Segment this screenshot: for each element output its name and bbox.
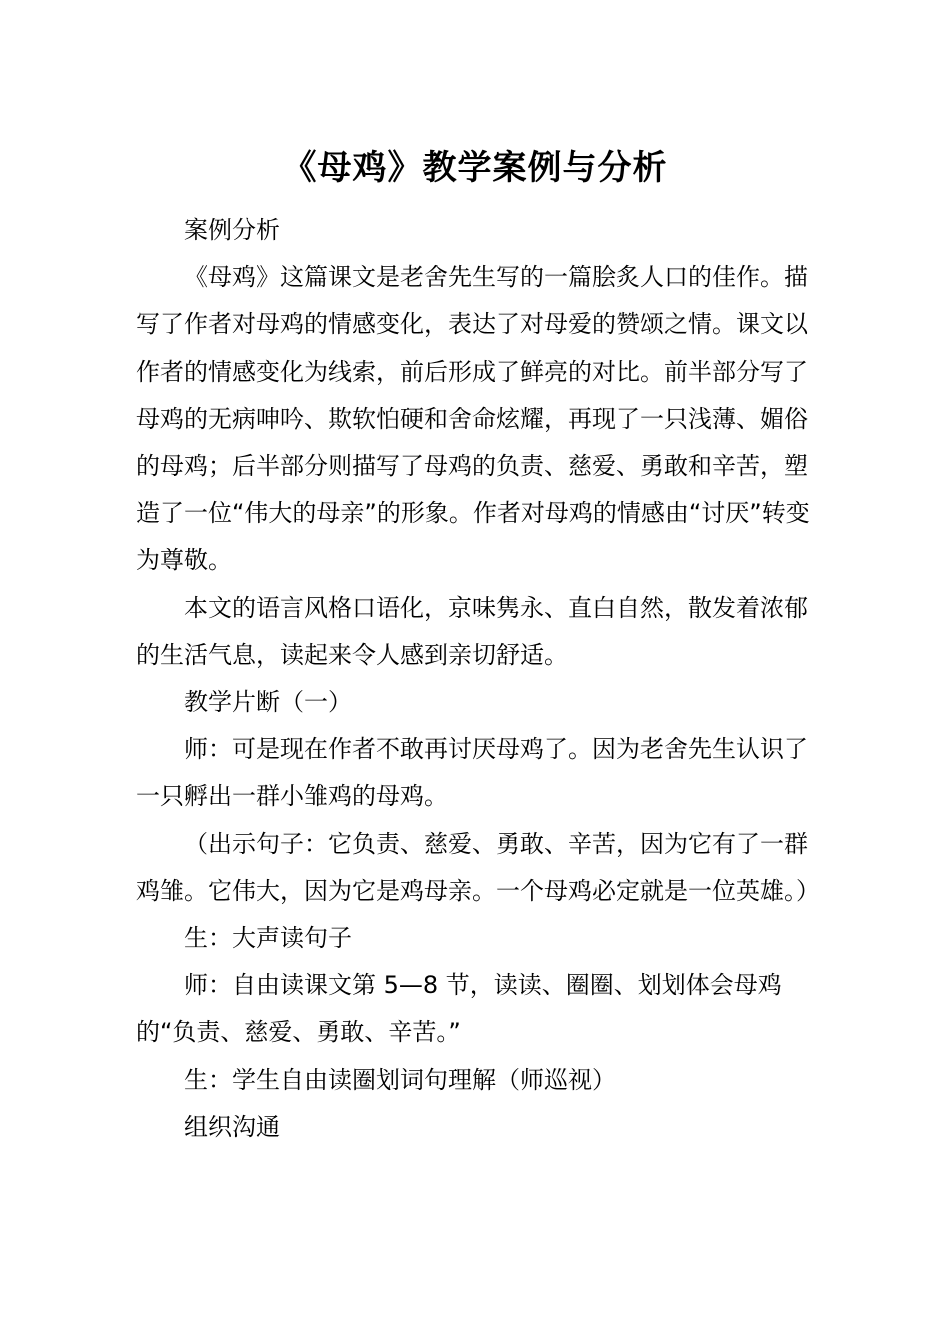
document-body bbox=[136, 207, 820, 1151]
paragraph-student-read-aloud: 生：大声读句子 bbox=[184, 924, 352, 953]
paragraph-sentence-display: （出示句子：它负责、慈爱、勇敢、辛苦，因为它有了一群鸡雏。它伟大，因为它是鸡母亲。一个母鸡必定就是一位英雄。） bbox=[136, 829, 820, 905]
document-title: 《母鸡》教学案例与分析 bbox=[282, 148, 668, 188]
paragraph-analysis-main: 《母鸡》这篇课文是老舍先生写的一篇脍炙人口的佳作。描写了作者对母鸡的情感变化，表达了对母爱的赞颂之情。课文以作者的情感变化为线索，前后形成了鲜亮的对比。前半部分写了母鸡的无病呻吟、欺软怕硬和舍命炫耀，再现了一只浅薄、媚俗的母鸡；后半部分则描写了母鸡的负责、慈爱、勇敢和辛苦，塑造了一位“伟大的母亲”的形象。作者对母鸡的情感由“讨厌”转变为尊敬。 bbox=[136, 263, 810, 575]
paragraph-teacher-free-reading: 师：自由读课文第 5—8 节，读读、圈圈、划划体会母鸡的“负责、慈爱、勇敢、辛苦。” bbox=[136, 971, 782, 1047]
section-heading-teaching-fragment: 教学片断（一） bbox=[184, 688, 352, 717]
section-heading-case-analysis: 案例分析 bbox=[184, 216, 280, 244]
paragraph-teacher-intro: 师：可是现在作者不敢再讨厌母鸡了。因为老舍先生认识了一只孵出一群小雏鸡的母鸡。 bbox=[136, 735, 808, 811]
paragraph-organize-communication: 组织沟通 bbox=[184, 1112, 280, 1141]
paragraph-language-style: 本文的语言风格口语化，京味隽永、直白自然，散发着浓郁的生活气息，读起来令人感到亲切舒适。 bbox=[136, 593, 808, 669]
paragraph-student-free-reading: 生：学生自由读圈划词句理解（师巡视） bbox=[184, 1065, 616, 1094]
